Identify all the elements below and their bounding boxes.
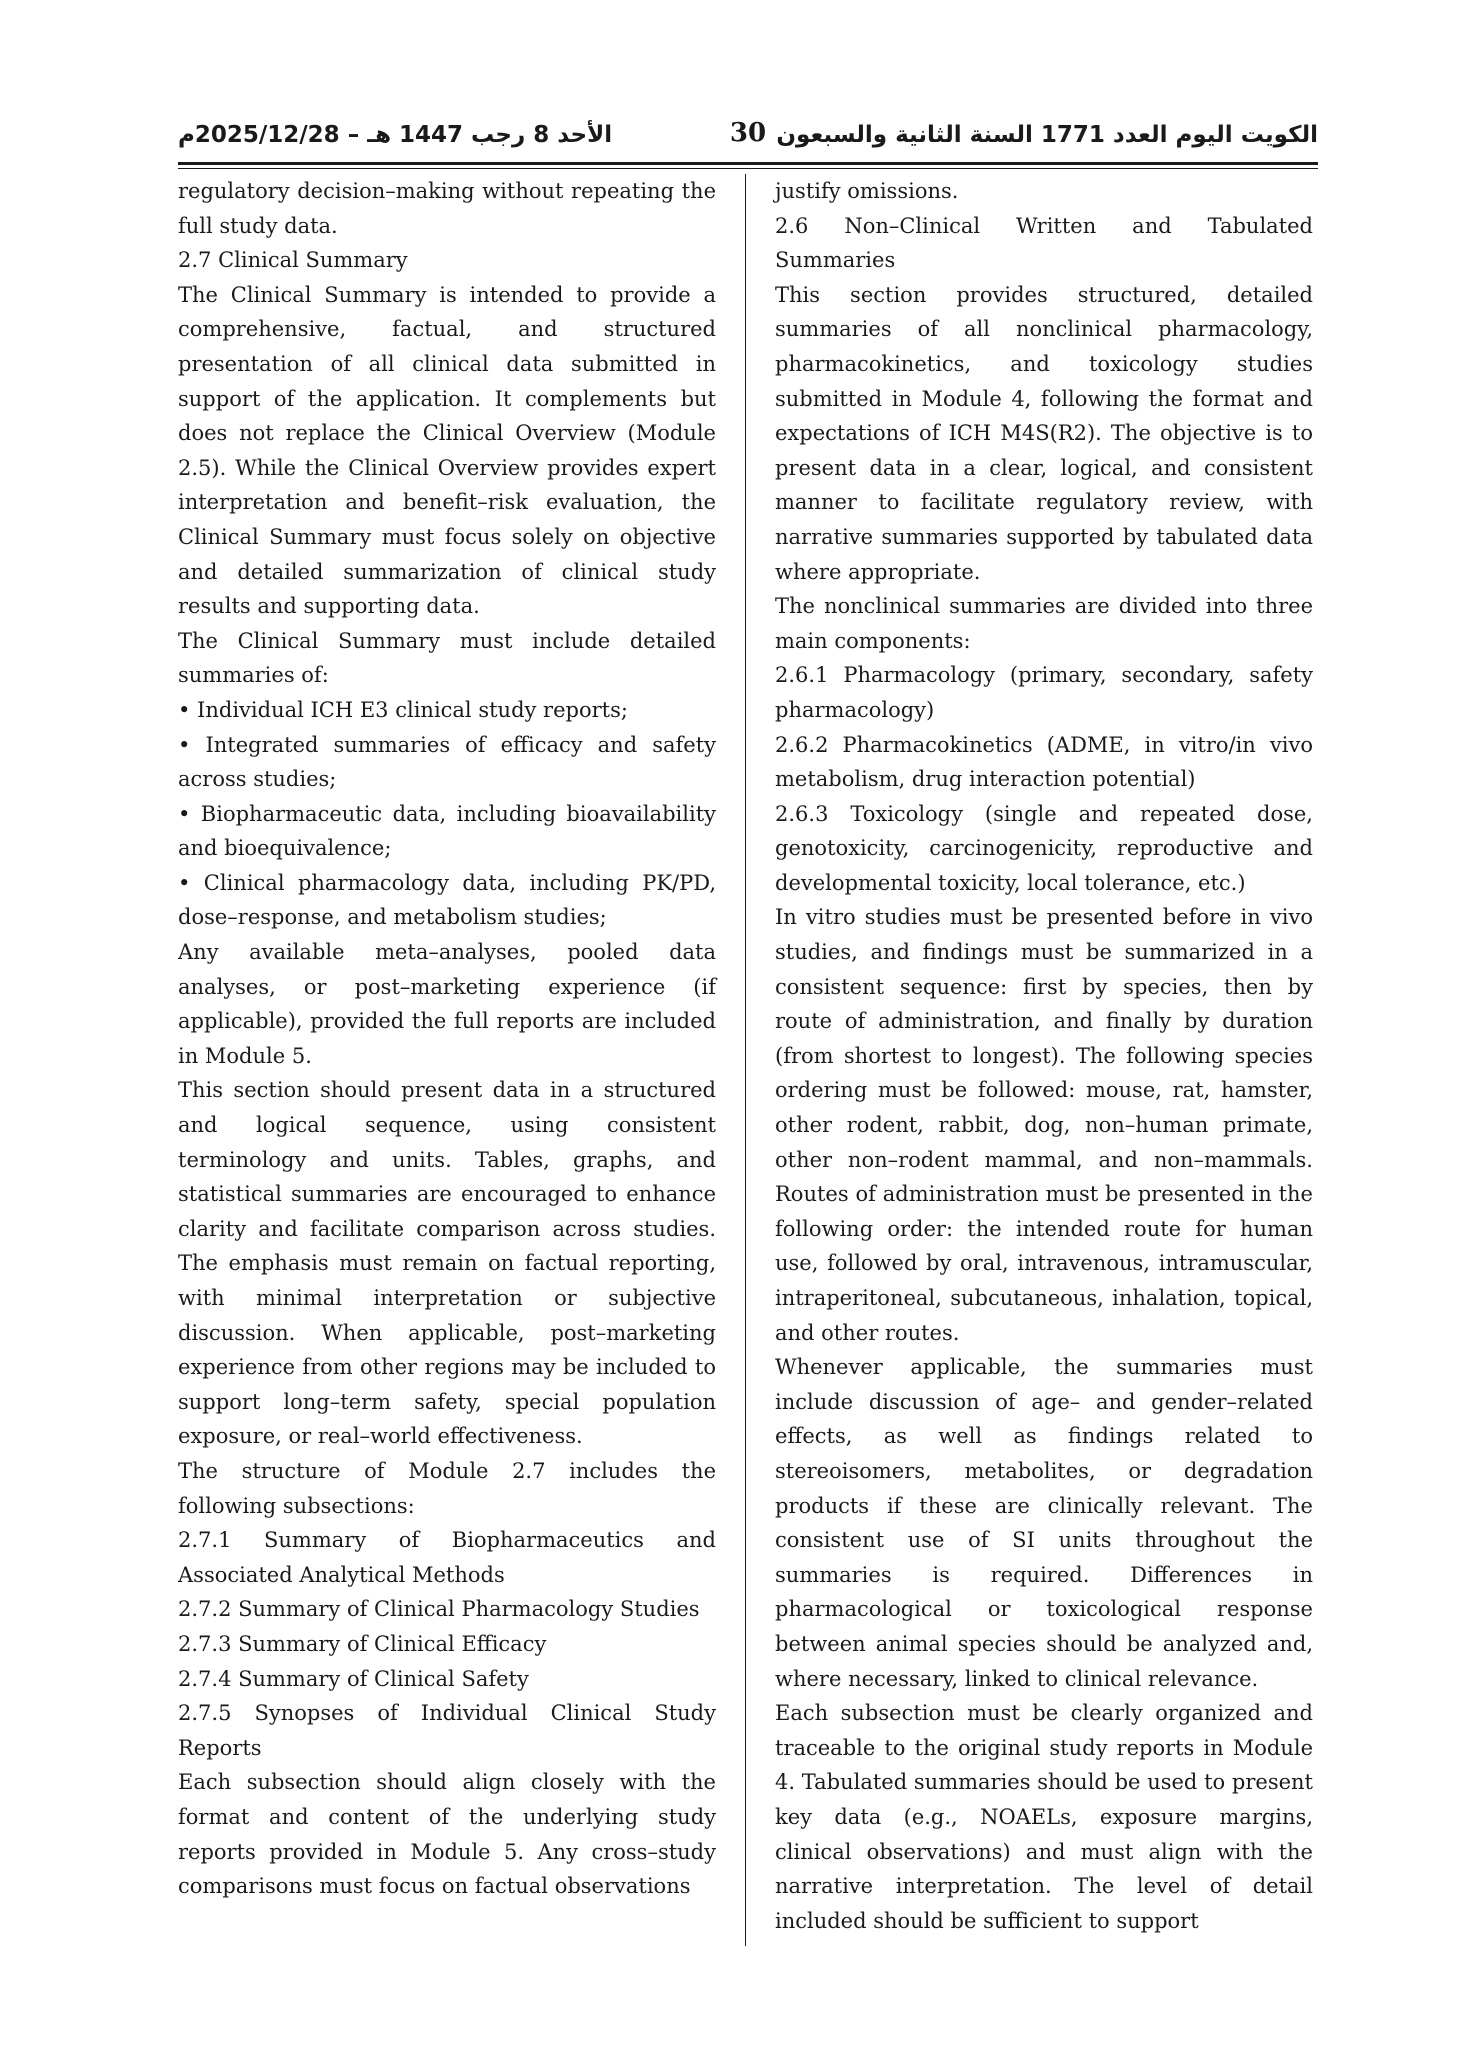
subsection-item: 2.7.3 Summary of Clinical Efficacy <box>178 1631 547 1656</box>
paragraph: Any available meta–analyses, pooled data analyses, or post–marketing experience (if applicable), provided the full reports are included in Module 5. <box>178 940 716 1068</box>
right-column <box>775 174 1313 1938</box>
subsection-item: 2.7.2 Summary of Clinical Pharmacology Studies <box>178 1597 700 1622</box>
bullet-item: • Individual ICH E3 clinical study reports; <box>178 697 628 722</box>
paragraph: The structure of Module 2.7 includes the following subsections: <box>178 1458 716 1518</box>
bullet-item: • Integrated summaries of efficacy and safety across studies; <box>178 732 716 792</box>
page-header <box>178 118 1318 158</box>
gazette-title: الكويت اليوم العدد 1771 السنة الثانية والسبعون <box>776 122 1318 148</box>
paragraph: Whenever applicable, the summaries must include discussion of age– and gender–related effects, as well as findings related to stereoisomers, metabolites, or degradation products if these are clinically relevant. The consistent use of SI units throughout the summaries is required. Differences in pharmacological or toxicological response between animal species should be analyzed and, where necessary, linked to clinical relevance. <box>775 1355 1313 1691</box>
paragraph: This section should present data in a structured and logical sequence, using consistent terminology and units. Tables, graphs, and statistical summaries are encouraged to enhance clarity and facilitate comparison across studies. The emphasis must remain on factual reporting, with minimal interpretation or subjective discussion. When applicable, post–marketing experience from other regions may be included to support long–term safety, special population exposure, or real–world effectiveness. <box>178 1078 716 1449</box>
paragraph: justify omissions. <box>775 179 959 203</box>
paragraph: regulatory decision–making without repeating the full study data. <box>178 179 716 238</box>
header-rule-thick <box>178 162 1318 165</box>
paragraph: The nonclinical summaries are divided into three main components: <box>775 594 1313 653</box>
page-number: 30 <box>729 118 767 148</box>
paragraph: The Clinical Summary is intended to provide a comprehensive, factual, and structured presentation of all clinical data submitted in support of the application. It complements but does not replace the Clinical Overview (Module 2.5). While the Clinical Overview provides expert interpretation and benefit–risk evaluation, the Clinical Summary must focus solely on objective and detailed summarization of clinical study results and supporting data. <box>178 282 716 619</box>
header-rule-thin <box>178 168 1318 169</box>
section-heading: 2.7 Clinical Summary <box>178 248 408 273</box>
left-column <box>178 174 716 1904</box>
issue-date: الأحد 8 رجب 1447 هـ – 2025/12/28م <box>178 122 613 148</box>
paragraph: The Clinical Summary must include detailed summaries of: <box>178 628 716 688</box>
bullet-item: • Clinical pharmacology data, including PK/PD, dose–response, and metabolism studies; <box>178 870 716 930</box>
subsection-item: 2.7.1 Summary of Biopharmaceutics and Associated Analytical Methods <box>178 1528 716 1587</box>
subsection-item: 2.6.2 Pharmacokinetics (ADME, in vitro/in vivo metabolism, drug interaction potential) <box>775 732 1313 792</box>
subsection-item: 2.6.1 Pharmacology (primary, secondary, safety pharmacology) <box>775 663 1313 722</box>
bullet-item: • Biopharmaceutic data, including bioavailability and bioequivalence; <box>178 801 716 861</box>
paragraph: Each subsection should align closely with the format and content of the underlying study reports provided in Module 5. Any cross–study comparisons must focus on factual observations <box>178 1770 716 1899</box>
paragraph: Each subsection must be clearly organized and traceable to the original study reports in Module 4. Tabulated summaries should be used to present key data (e.g., NOAELs, exposure margins, clinical observations) and must align with the narrative interpretation. The level of detail included should be sufficient to support <box>775 1701 1313 1933</box>
subsection-item: 2.7.5 Synopses of Individual Clinical Study Reports <box>178 1701 716 1760</box>
column-divider <box>745 174 746 1946</box>
paragraph: In vitro studies must be presented before in vivo studies, and findings must be summarized in a consistent sequence: first by species, then by route of administration, and finally by duration (from shortest to longest). The following species ordering must be followed: mouse, rat, hamster, other rodent, rabbit, dog, non–human primate, other non–rodent mammal, and non–mammals. Routes of administration must be presented in the following order: the intended route for human use, followed by oral, intravenous, intramuscular, intraperitoneal, subcutaneous, inhalation, topical, and other routes. <box>775 905 1313 1345</box>
subsection-item: 2.7.4 Summary of Clinical Safety <box>178 1666 529 1691</box>
subsection-item: 2.6.3 Toxicology (single and repeated dose, genotoxicity, carcinogenicity, reproductive and developmental toxicity, local tolerance, etc.) <box>775 801 1313 895</box>
paragraph: This section provides structured, detailed summaries of all nonclinical pharmacology, pharmacokinetics, and toxicology studies submitted in Module 4, following the format and expectations of ICH M4S(R2). The objective is to present data in a clear, logical, and consistent manner to facilitate regulatory review, with narrative summaries supported by tabulated data where appropriate. <box>775 282 1313 584</box>
section-heading: 2.6 Non–Clinical Written and Tabulated Summaries <box>775 213 1313 273</box>
